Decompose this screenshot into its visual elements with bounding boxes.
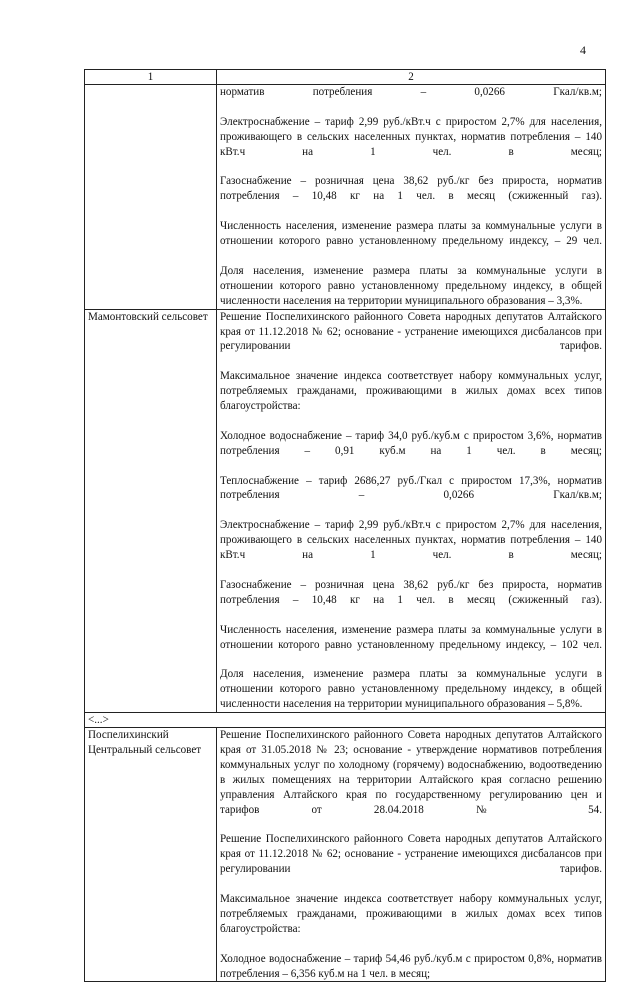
table-row [85,728,606,982]
description-paragraph: Холодное водоснабжение – тариф 34,0 руб./куб.м с приростом 3,6%, норматив потребления – 0,91 куб.м на 1 чел. в месяц; [220,429,602,457]
municipality-name: Поспелихинский Центральный сельсовет [88,729,202,756]
tariff-table [84,69,606,982]
description-paragraph: Численность населения, изменение размера платы за коммунальные услуги в отношении которого равно установленному предельному индексу, – 29 чел. [220,220,602,248]
description-paragraph: Решение Поспелихинского районного Совета народных депутатов Алтайского края от 11.12.2018 № 62; основание - устранение имеющихся дисбалансов при регулировании тарифов. [220,833,602,876]
table-header-row [85,70,606,85]
municipality-name: Мамонтовский сельсовет [88,310,208,323]
ellipsis-marker: <...> [88,714,109,727]
page-number: 4 [580,43,586,57]
description-cell [217,309,606,712]
description-paragraph: Решение Поспелихинского районного Совета народных депутатов Алтайского края от 11.12.2018 № 62; основание - устранение имеющихся дисбалансов при регулировании тарифов. [220,310,602,353]
municipality-cell [85,728,217,982]
table-row [85,85,606,310]
description-paragraph: норматив потребления – 0,0266 Гкал/кв.м; [220,86,602,98]
column-header: 2 [217,70,606,85]
description-paragraph: Численность населения, изменение размера платы за коммунальные услуги в отношении которого равно установленному предельному индексу, – 102 чел. [220,623,602,651]
description-paragraph: Газоснабжение – розничная цена 38,62 руб./кг без прироста, норматив потребления – 10,48 кг на 1 чел. в месяц (сжиженный газ). [220,175,602,203]
ellipsis-cell [85,713,217,728]
description-paragraph: Теплоснабжение – тариф 2686,27 руб./Гкал с приростом 17,3%, норматив потребления – 0,0266 Гкал/кв.м; [220,474,602,502]
description-cell [217,85,606,310]
table-row [85,309,606,712]
description-paragraph: Электроснабжение – тариф 2,99 руб./кВт.ч с приростом 2,7% для населения, проживающего в сельских населенных пунктах, норматив потребления – 140 кВт.ч на 1 чел. в месяц; [220,115,602,158]
municipality-cell [85,309,217,712]
description-paragraph: Максимальное значение индекса соответствует набору коммунальных услуг, потребляемых гражданами, проживающими в жилых домах всех типов благоустройства: [220,370,602,413]
municipality-cell [85,85,217,310]
description-cell [217,728,606,982]
description-paragraph: Доля населения, изменение размера платы за коммунальные услуги в отношении которого равно установленному предельному индексу, в общей численности населения на территории муниципального образования – 3,3%. [220,264,602,307]
omitted-rows [85,713,606,728]
column-header: 1 [85,70,217,85]
description-paragraph: Электроснабжение – тариф 2,99 руб./кВт.ч с приростом 2,7% для населения, проживающего в сельских населенных пунктах, норматив потребления – 140 кВт.ч на 1 чел. в месяц; [220,519,602,562]
description-paragraph: Газоснабжение – розничная цена 38,62 руб./кг без прироста, норматив потребления – 10,48 кг на 1 чел. в месяц (сжиженный газ). [220,578,602,606]
empty-cell [217,713,606,728]
description-paragraph: Максимальное значение индекса соответствует набору коммунальных услуг, потребляемых гражданами, проживающими в жилых домах всех типов благоустройства: [220,893,602,935]
description-paragraph: Холодное водоснабжение – тариф 54,46 руб./куб.м с приростом 0,8%, норматив потребления – 6,356 куб.м на 1 чел. в месяц; [220,952,602,980]
description-paragraph: Доля населения, изменение размера платы за коммунальные услуги в отношении которого равно установленному предельному индексу, в общей численности населения на территории муниципального образования – 5,8%. [220,668,602,711]
description-paragraph: Решение Поспелихинского районного Совета народных депутатов Алтайского края от 31.05.2018 № 23; основание - утверждение нормативов потребления коммунальных услуг по холодному (горячему) водоснабжению, водоотведению в жилых помещениях на территории Алтайского края согласно решению управления Алтайского края по государственному регулированию цен и тарифов от 28.04.2018 № 54. [220,729,602,816]
